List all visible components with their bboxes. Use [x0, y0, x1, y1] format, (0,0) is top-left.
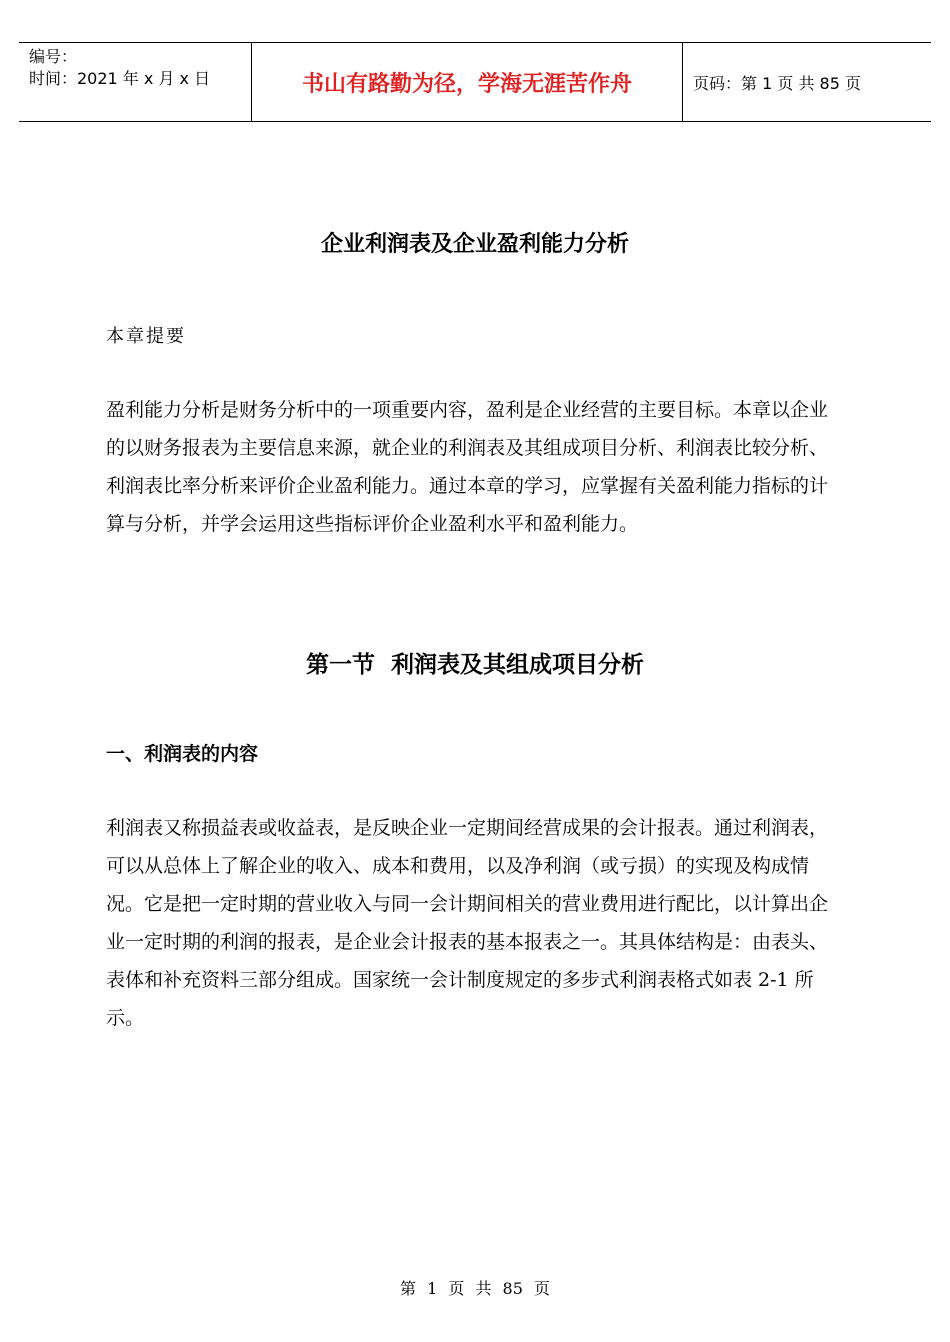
chapter-summary-label: 本章提要 [106, 326, 186, 347]
document-time-label: 时间：2021 年 x 月 x 日 [29, 69, 211, 88]
subsection-title: 一、利润表的内容 [106, 743, 259, 765]
header-motto-cell [252, 43, 683, 121]
section-title: 第一节 利润表及其组成项目分析 [305, 652, 644, 678]
chapter-summary-paragraph: 盈利能力分析是财务分析中的一项重要内容，盈利是企业经营的主要目标。本章以企业的以财务报表为主要信息来源，就企业的利润表及其组成项目分析、利润表比较分析、利润表比率分析来评价企业盈利能力。通过本章的学习，应掌握有关盈利能力指标的计算与分析，并学会运用这些指标评价企业盈利水平和盈利能力。 [106, 399, 829, 535]
document-title: 企业利润表及企业盈利能力分析 [320, 232, 629, 257]
document-code-label: 编号： [29, 47, 78, 66]
header-motto: 书山有路勤为径，学海无涯苦作舟 [301, 72, 632, 97]
page-footer: 第 1 页 共 85 页 [400, 1279, 550, 1298]
header-page-info: 页码：第 1 页 共 85 页 [693, 74, 861, 93]
header-page-cell [683, 43, 931, 121]
page-header [19, 42, 931, 122]
body-paragraph: 利润表又称损益表或收益表，是反映企业一定期间经营成果的会计报表。通过利润表，可以从总体上了解企业的收入、成本和费用，以及净利润（或亏损）的实现及构成情况。它是把一定时期的营业收入与同一会计期间相关的营业费用进行配比，以计算出企业一定时期的利润的报表，是企业会计报表的基本报表之一。其具体结构是：由表头、表体和补充资料三部分组成。国家统一会计制度规定的多步式利润表格式如表 2-1 所示。 [106, 817, 829, 1029]
header-info-cell [19, 43, 252, 121]
